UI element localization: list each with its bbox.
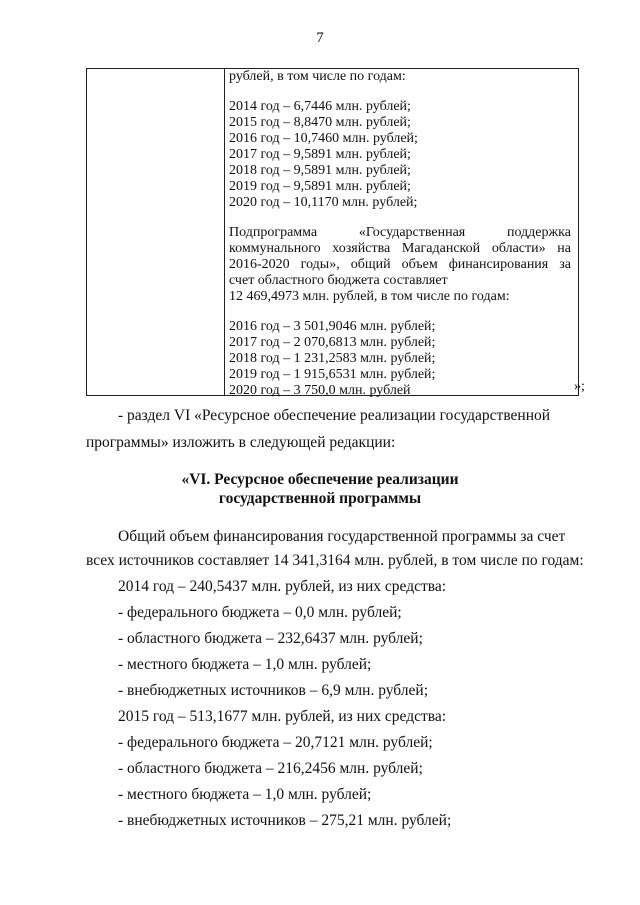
subprogram-line: счет областного бюджета составляет [229,273,448,288]
funding-table [86,68,579,396]
body-item: - федерального бюджета – 20,7121 млн. рублей; [118,734,433,751]
year-line: 2017 год – 9,5891 млн. рублей; [229,147,411,162]
closing-quote: »; [574,379,585,394]
table-column-divider [224,69,225,395]
year-line: 2018 год – 9,5891 млн. рублей; [229,163,411,178]
body-item: 2015 год – 513,1677 млн. рублей, из них средства: [118,708,447,725]
body-item: - местного бюджета – 1,0 млн. рублей; [118,786,372,803]
subprogram-line: 12 469,4973 млн. рублей, в том числе по годам: [229,289,510,304]
table-intro: рублей, в том числе по годам: [229,69,406,84]
instruction-line-2: программы» изложить в следующей редакции: [86,434,396,451]
subprogram-line: 2016-2020 годы», общий объем финансирования за [229,257,571,272]
body-item: - федерального бюджета – 0,0 млн. рублей; [118,604,402,621]
body-item: - местного бюджета – 1,0 млн. рублей; [118,656,372,673]
body-item: 2014 год – 240,5437 млн. рублей, из них средства: [118,578,447,595]
subprogram-line: коммунального хозяйства Магаданской области» на [229,241,571,256]
year-line: 2014 год – 6,7446 млн. рублей; [229,99,411,114]
year-line: 2016 год – 10,7460 млн. рублей; [229,131,418,146]
year-line: 2019 год – 9,5891 млн. рублей; [229,179,411,194]
body-intro-line-2: всех источников составляет 14 341,3164 млн. рублей, в том числе по годам: [86,552,584,569]
body-item: - внебюджетных источников – 275,21 млн. рублей; [118,812,452,829]
year-line: 2015 год – 8,8470 млн. рублей; [229,115,411,130]
page-number: 7 [316,30,324,46]
body-intro-line-1: Общий объем финансирования государственной программы за счет [118,528,566,545]
body-item: - внебюджетных источников – 6,9 млн. рублей; [118,682,429,699]
year-line: 2016 год – 3 501,9046 млн. рублей; [229,319,436,334]
year-line: 2020 год – 10,1170 млн. рублей; [229,195,418,210]
section-heading-line-2: государственной программы [218,490,422,507]
year-line: 2020 год – 3 750,0 млн. рублей [229,383,411,398]
year-line: 2018 год – 1 231,2583 млн. рублей; [229,351,436,366]
year-line: 2019 год – 1 915,6531 млн. рублей; [229,367,436,382]
year-line: 2017 год – 2 070,6813 млн. рублей; [229,335,436,350]
subprogram-line: Подпрограмма «Государственная поддержка [229,225,571,240]
body-item: - областного бюджета – 232,6437 млн. рублей; [118,630,423,647]
instruction-line-1: - раздел VI «Ресурсное обеспечение реализации государственной [118,407,551,424]
table-right-cell [229,69,571,399]
body-item: - областного бюджета – 216,2456 млн. рублей; [118,760,423,777]
section-heading-line-1: «VI. Ресурсное обеспечение реализации [181,471,459,488]
